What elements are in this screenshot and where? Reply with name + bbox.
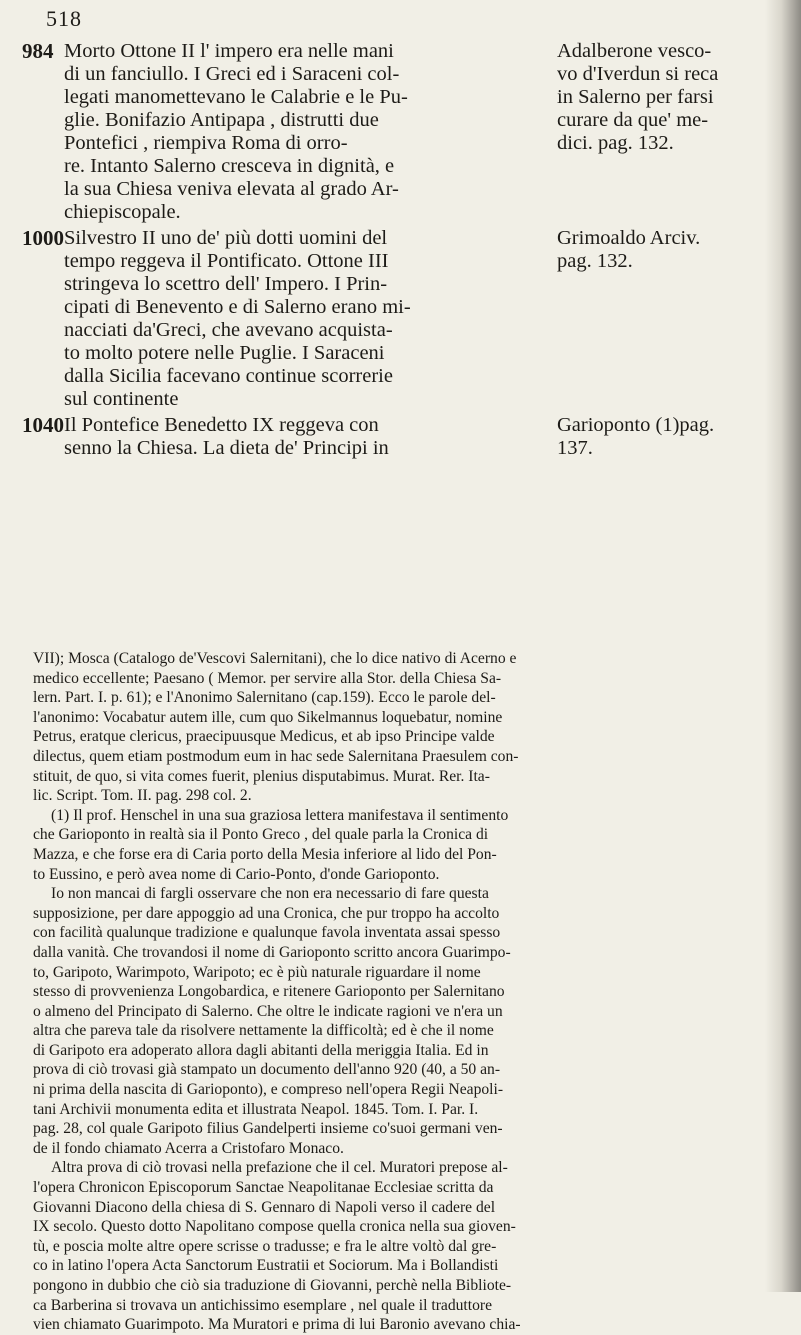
chronology-entry (22, 227, 762, 411)
footnote-line: ni prima della nascita di Garioponto), e compreso nell'opera Regii Neapoli- (33, 1081, 504, 1099)
event-line: glie. Bonifazio Antipapa , distrutti due (64, 109, 379, 131)
footnote-line: de il fondo chiamato Acerra a Cristofaro Monaco. (33, 1139, 344, 1157)
person-line: Grimoaldo Arciv. (557, 227, 701, 249)
footnote-line: co in latino l'opera Acta Sanctorum Eustratii et Sociorum. Ma i Bollandisti (33, 1257, 499, 1275)
footnote-line: di Garipoto era adoperato allora dagli abitanti della meriggia Italia. Ed in (33, 1041, 489, 1059)
person-line: in Salerno per farsi (557, 86, 714, 108)
footnote-line: vien chiamato Guarimpoto. Ma Muratori e prima di lui Baronio avevano chia- (33, 1316, 521, 1334)
event-line: dalla Sicilia facevano continue scorrerie (64, 365, 393, 387)
footnote-line: to Eussino, e però avea nome di Cario-Ponto, d'onde Garioponto. (33, 865, 440, 883)
footnote-line: che Garioponto in realtà sia il Ponto Greco , del quale parla la Cronica di (33, 826, 489, 844)
footnote-line: o almeno del Principato di Salerno. Che oltre le indicate ragioni ve n'era un (33, 1002, 503, 1020)
footnote-line: tani Archivii monumenta edita et illustrata Neapol. 1845. Tom. I. Par. I. (33, 1100, 479, 1118)
entry-year: 984 (22, 39, 54, 63)
footnote-line: ca Barberina si trovava un antichissimo esemplare , nel quale il traduttore (33, 1296, 492, 1314)
person-line: curare da que' me- (557, 109, 709, 131)
event-line: legati manomettevano le Calabrie e le Pu- (64, 86, 408, 108)
footnote-line: tù, e poscia molte altre opere scrisse o tradusse; e fra le altre voltò dal gre- (33, 1237, 497, 1255)
entry-year: 1000 (22, 226, 64, 250)
person-line: Adalberone vesco- (557, 40, 712, 62)
footnote-line: Mazza, e che forse era di Caria porto della Mesia inferiore al lido del Pon- (33, 845, 497, 863)
event-line: Pontefici , riempiva Roma di orro- (64, 132, 348, 154)
footnote-line: lic. Script. Tom. II. pag. 298 col. 2. (33, 787, 252, 805)
entry-persons (557, 414, 767, 460)
chronology-entry (22, 414, 762, 460)
footnote-line: stesso di provvenienza Longobardica, e ritenere Garioponto per Salernitano (33, 983, 505, 1001)
footnote-line: pag. 28, col quale Garipoto filius Gandelperti insieme co'suoi germani ven- (33, 1120, 503, 1138)
event-line: stringeva lo scettro dell' Impero. I Prin- (64, 273, 388, 295)
footnote-line: pongono in dubbio che ciò sia traduzione di Giovanni, perchè nella Bibliote- (33, 1277, 512, 1294)
event-line: Il Pontefice Benedetto IX reggeva con (64, 414, 379, 436)
person-line: dici. pag. 132. (557, 132, 674, 154)
person-line: 137. (557, 437, 593, 459)
entry-persons (557, 227, 767, 273)
footnote-line: Petrus, eratque clericus, praecipuusque Medicus, et ab ipso Principe valde (33, 728, 495, 746)
event-line: tempo reggeva il Pontificato. Ottone III (64, 250, 389, 272)
footnote-line: Io non mancai di fargli osservare che non era necessario di fare questa (51, 885, 489, 903)
footnote-line: supposizione, per dare appoggio ad una Cronica, che pur troppo ha accolto (33, 904, 500, 922)
footnote-line: l'anonimo: Vocabatur autem ille, cum quo Sikelmannus loquebatur, nomine (33, 708, 503, 726)
footnote-line: l'opera Chronicon Episcoporum Sanctae Neapolitanae Ecclesiae scritta da (33, 1179, 494, 1197)
event-line: nacciati da'Greci, che avevano acquista- (64, 319, 393, 341)
footnote-line: lern. Part. I. p. 61); e l'Anonimo Salernitano (cap.159). Ecco le parole del- (33, 689, 496, 707)
person-line: pag. 132. (557, 250, 633, 272)
entry-events (64, 40, 546, 224)
chronology-entry (22, 40, 762, 224)
footnote-line: Giovanni Diacono della chiesa di S. Gennaro di Napoli verso il cadere del (33, 1198, 496, 1216)
footnote-line: to, Garipoto, Warimpoto, Waripoto; ec è più naturale riguardare il nome (33, 963, 481, 981)
entry-events (64, 227, 546, 411)
footnote-line: VII); Mosca (Catalogo de'Vescovi Salernitani), che lo dice nativo di Acerno e (33, 650, 517, 667)
event-line: Morto Ottone II l' impero era nelle mani (64, 40, 394, 62)
page-edge-shadow (765, 0, 801, 1292)
footnote-line: Altra prova di ciò trovasi nella prefazione che il cel. Muratori prepose al- (51, 1159, 508, 1177)
footnote-line: IX secolo. Questo dotto Napolitano compose quella cronica nella sua gioven- (33, 1218, 516, 1236)
event-line: chiepiscopale. (64, 201, 181, 223)
event-line: to molto potere nelle Puglie. I Saraceni (64, 342, 385, 364)
entry-persons (557, 40, 767, 155)
person-line: vo d'Iverdun si reca (557, 63, 719, 85)
entry-events (64, 414, 546, 460)
entry-year: 1040 (22, 413, 64, 437)
footnote-line: medico eccellente; Paesano ( Memor. per servire alla Stor. della Chiesa Sa- (33, 669, 502, 687)
event-line: di un fanciullo. I Greci ed i Saraceni col- (64, 63, 400, 85)
footnote-line: dalla vanità. Che trovandosi il nome di Garioponto scritto ancora Guarimpo- (33, 943, 511, 961)
event-line: senno la Chiesa. La dieta de' Principi in (64, 437, 389, 459)
footnote-line: stituit, de quo, si vita comes fuerit, plenius disputabimus. Murat. Rer. Ita- (33, 767, 490, 785)
event-line: la sua Chiesa veniva elevata al grado Ar- (64, 178, 399, 200)
event-line: Silvestro II uno de' più dotti uomini del (64, 227, 388, 249)
event-line: re. Intanto Salerno cresceva in dignità, e (64, 155, 395, 177)
footnote-line: con facilità qualunque tradizione e qualunque favola inventata assai spesso (33, 924, 501, 942)
person-line: Garioponto (1)pag. (557, 414, 715, 436)
footnote-line: (1) Il prof. Henschel in una sua graziosa lettera manifestava il sentimento (51, 806, 509, 824)
event-line: sul continente (64, 388, 179, 410)
footnote-line: prova di ciò trovasi già stampato un documento dell'anno 920 (40, a 50 an- (33, 1061, 501, 1079)
footnotes (33, 649, 759, 1335)
footnote-line: dilectus, quem etiam postmodum eum in hac sede Salernitana Praesulem con- (33, 747, 519, 765)
event-line: cipati di Benevento e di Salerno erano mi- (64, 296, 411, 318)
footnote-line: altra che pareva tale da risolvere nettamente la difficoltà; ed è che il nome (33, 1022, 494, 1040)
page-number: 518 (46, 6, 82, 31)
